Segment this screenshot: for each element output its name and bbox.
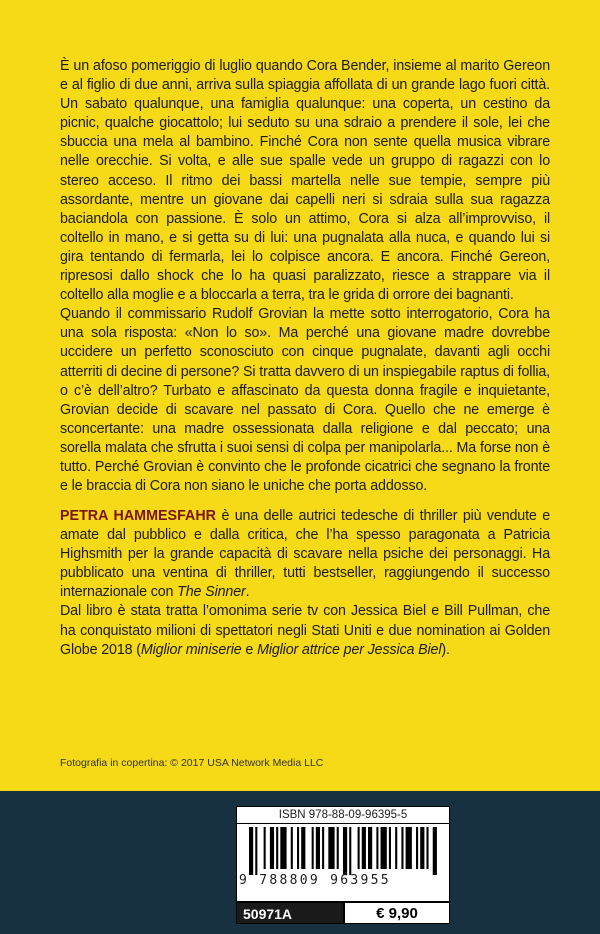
product-code: 50971A: [236, 902, 344, 924]
barcode-bar: [358, 827, 360, 869]
barcode-bar: [362, 827, 366, 869]
barcode-bars: [249, 827, 439, 875]
price: € 9,90: [344, 902, 450, 924]
barcode-bar: [312, 827, 314, 869]
isbn-text: ISBN 978-88-09-96395-5: [237, 807, 449, 824]
barcode-bar: [316, 827, 320, 869]
barcode-bar: [322, 827, 324, 869]
synopsis: [60, 57, 550, 496]
bio-text-2-mid: e: [241, 641, 258, 658]
photo-credit: Fotografia in copertina: © 2017 USA Network Media LLC: [60, 757, 324, 769]
bio-text-2-end: ).: [441, 641, 450, 658]
barcode-bar: [420, 827, 424, 869]
barcode-bar: [389, 827, 391, 869]
barcode-bar: [297, 827, 299, 869]
barcode-bar: [401, 827, 403, 869]
bio-text-1: è una delle autrici tedesche di thriller più vendute e amate dal pubblico e dalla critica, che l’ha spesso paragonata a Patricia Highsmith per la grande capacità di scavare nella psiche dei personaggi. Ha pubblicato una ventina di thriller, tutti bestseller, raggiungendo il successo internazionale con: [60, 508, 550, 601]
barcode-bar: [276, 827, 278, 869]
book-title: The Sinner: [177, 584, 246, 601]
barcode-bar: [280, 827, 286, 869]
barcode-label: [236, 806, 450, 902]
bio-text-2: Dal libro è stata tratta l’omonima serie tv con Jessica Biel e Bill Pullman, che ha conquistato milioni di spettatori negli Stati Uniti e due nomination ai Golden Globe 2018 (: [60, 603, 550, 658]
barcode-bar: [255, 827, 257, 875]
barcode-bar: [368, 827, 372, 869]
barcode-bar: [343, 827, 347, 875]
barcode-bar: [264, 827, 266, 869]
barcode-bar: [376, 827, 378, 869]
award-1: Miglior miniserie: [140, 641, 242, 658]
synopsis-paragraph-1: È un afoso pomeriggio di luglio quando Cora Bender, insieme al marito Gereon e al figlio di due anni, arriva sulla spiaggia affollata di un grande lago fuori città. Un sabato qualunque, una famiglia qualunque: una coperta, un cestino da picnic, qualche giocattolo; lui seduto su una sdraio a prendere il sole, lei che sbuccia una mela al bambino. Finché Cora non sente quella musica vibrare nelle orecchie. Si volta, e alle sue spalle vede un gruppo di ragazzi con lo stereo acceso. Il ritmo dei bassi martella nelle sue tempie, sempre più assordante, mentre un giovane dai capelli neri si sdraia sulla sua ragazza baciandola con passione. È solo un attimo, Cora si alza all’improvviso, il coltello in mano, e si getta su di lui: una pugnalata alla nuca, e quando lui si gira tentando di fermarla, lei lo colpisce ancora. E ancora. Finché Gereon, ripresosi dallo shock che lo ha quasi paralizzato, riesce a strappare via il coltello alla moglie e a bloccarla a terra, tra le grida di orrore dei bagnanti.: [60, 58, 550, 304]
barcode-digits: 9 788809 963955: [239, 873, 391, 888]
barcode-bar: [270, 827, 274, 869]
barcode-bar: [395, 827, 397, 869]
barcode-bar: [426, 827, 428, 869]
barcode-bar: [249, 827, 253, 875]
barcode-bar: [328, 827, 334, 869]
bio-text-1-end: .: [245, 584, 250, 601]
barcode-bar: [406, 827, 412, 869]
author-bio: [60, 507, 550, 660]
barcode-bar: [349, 827, 351, 875]
barcode-bar: [381, 827, 387, 869]
barcode-bar: [291, 827, 293, 869]
barcode-bar: [416, 827, 418, 869]
bio-paragraph-2: [60, 602, 550, 659]
barcode-bar: [337, 827, 339, 869]
barcode-bar: [433, 827, 437, 875]
barcode-bar: [301, 827, 305, 869]
bio-paragraph-1: [60, 507, 550, 602]
synopsis-paragraph-2: Quando il commissario Rudolf Grovian la mette sotto interrogatorio, Cora ha una sola risposta: «Non lo so». Ma perché una giovane madre dovrebbe uccidere un perfetto sconosciuto con cinque pugnalate, davanti agli occhi atterriti di decine di persone? Si tratta davvero di un inspiegabile raptus di follia, o c’è dell’altro? Turbato e affascinato da questa donna fragile e inquietante, Grovian decide di scavare nel passato di Cora. Quello che ne emerge è sconcertante: una madre ossessionata dalla religione e dal peccato; una sorella malata che sfrutta i suoi sensi di colpa per manipolarla... Ma forse non è tutto. Perché Grovian è convinto che le profonde cicatrici che segnano la fronte e le braccia di Cora non siano le uniche che porta addosso.: [60, 306, 550, 495]
author-name: PETRA HAMMESFAHR: [60, 508, 216, 524]
award-2: Miglior attrice per Jessica Biel: [257, 641, 442, 658]
